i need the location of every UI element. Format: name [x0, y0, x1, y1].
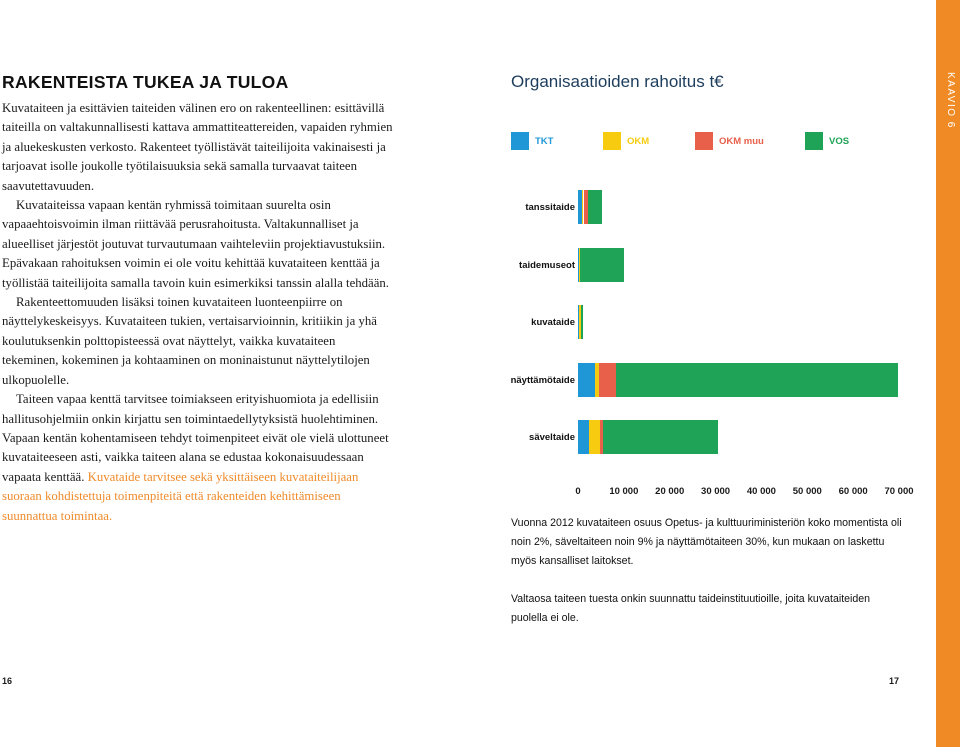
legend-label-okm: OKM [627, 135, 650, 147]
legend-swatch-tkt [511, 132, 529, 150]
paragraph-3: Rakenteettomuuden lisäksi toinen kuvataiteen luonteenpiirre on näyttelykeskeisyys. Kuvataiteen tukien, vertaisarvioinnin, kritiikin ja yhä koulutuksenkin polttopisteessä ovat näyttelyt, vaikka kuvataiteen tekeminen, kokeminen ja kohtaaminen on moninaistunut näyttelytilojen ulkopuolelle. [2, 295, 377, 387]
bar-säveltaide-vos [603, 420, 718, 454]
paragraph-4-text: Taiteen vapaa kenttä tarvitsee toimiakseen erityishuomiota ja edellisiin hallitusohjelmiin onkin kirjattu sen toimintaedellytyksistä huolehtiminen. Vapaan kentän kohentamiseen tehdyt toimenpiteet eivät ole vielä ulottuneet kuvataiteeseen asti, vaikka taiteen alana se edustaa kokonaisuudessaan vapaata kenttää. [2, 392, 389, 484]
chart-note-2: Valtaosa taiteen tuesta onkin suunnattu taideinstituutioille, joita kuvataiteiden puolella ei ole. [511, 593, 871, 624]
legend-swatch-okm-muu [695, 132, 713, 150]
bar-näyttämötaide-okm-muu [599, 363, 616, 397]
article-column [0, 72, 393, 526]
bar-näyttämötaide-tkt [578, 363, 595, 397]
x-tick-label: 70 000 [884, 486, 914, 497]
bar-säveltaide-okm [589, 420, 600, 454]
legend-item-tkt [511, 132, 553, 150]
legend-item-okm-muu [695, 132, 764, 150]
x-tick-label: 20 000 [655, 486, 685, 497]
bar-säveltaide-tkt [578, 420, 589, 454]
legend-swatch-vos [805, 132, 823, 150]
category-label-näyttämötaide: näyttämötaide [510, 374, 575, 386]
category-label-tanssitaide: tanssitaide [525, 202, 575, 213]
page-number-left: 16 [2, 676, 13, 686]
chart-column [505, 0, 925, 747]
x-tick-label: 40 000 [746, 486, 776, 497]
paragraph-4 [2, 390, 393, 526]
x-tick-label: 30 000 [701, 486, 731, 497]
chart-title: Organisaatioiden rahoitus t€ [511, 72, 724, 91]
bar-tanssitaide-vos [588, 190, 602, 224]
chart-legend [511, 132, 911, 150]
bar-taidemuseot-vos [580, 248, 624, 282]
paragraph-2: Kuvataiteissa vapaan kentän ryhmissä toimitaan suurelta osin vapaaehtoisvoimin ilman riittävää perusrahoitusta. Valtakunnalliset ja alueelliset järjestöt joutuvat turvautumaan vaihteleviin projektiavustuksiin. Epävakaan rahoituksen voimin ei ole voitu kehittää kuvataiteen kenttää ja työllistää taiteilijoita samalla tavoin kuin esimerkiksi tanssin alalla tehdään. [2, 198, 390, 290]
category-label-säveltaide: säveltaide [529, 432, 575, 443]
x-tick-label: 10 000 [609, 486, 639, 497]
legend-label-tkt: TKT [535, 135, 554, 147]
category-label-taidemuseot: taidemuseot [519, 259, 575, 271]
figure-label: KAAVIO 6 [945, 72, 956, 129]
article-body [0, 99, 393, 526]
category-label-kuvataide: kuvataide [531, 317, 575, 328]
x-tick-label: 60 000 [838, 486, 868, 497]
bar-kuvataide-vos [581, 305, 583, 339]
legend-item-okm [603, 132, 649, 150]
paragraph-1: Kuvataiteen ja esittävien taiteiden välinen ero on rakenteellinen: esittävillä taiteilla on valtakunnallisesti kattava ammattiteattereiden, vapaiden ryhmien ja aluekeskusten verkosto. Rakenteet työllistävät taiteilijoita vakinaisesti ja tarjoavat isolle joukolle työtilaisuuksia sekä samalla turvaavat taiteen saavutettavuuden. [2, 101, 393, 193]
legend-swatch-okm [603, 132, 621, 150]
x-tick-label: 50 000 [792, 486, 822, 497]
highlight-text: Kuvataide tarvitsee sekä yksittäiseen kuvataiteilijaan suoraan kohdistettuja toimenpiteitä että rakenteiden kehittämiseen suunnattua toimintaa. [2, 469, 359, 523]
x-tick-label: 0 [575, 486, 581, 497]
legend-label-okm-muu: OKM muu [719, 135, 764, 147]
page-number-right: 17 [889, 676, 900, 686]
chart-note-1: Vuonna 2012 kuvataiteen osuus Opetus- ja kulttuuriministeriön koko momentista oli noin 2%, säveltaiteen noin 9% ja näyttämötaiteen 30%, kun mukaan on laskettu myös kansalliset laitokset. [511, 517, 902, 567]
legend-label-vos: VOS [829, 135, 850, 147]
legend-item-vos [805, 132, 849, 150]
section-heading: RAKENTEISTA TUKEA JA TULOA [2, 72, 289, 92]
bar-näyttämötaide-vos [616, 363, 898, 397]
